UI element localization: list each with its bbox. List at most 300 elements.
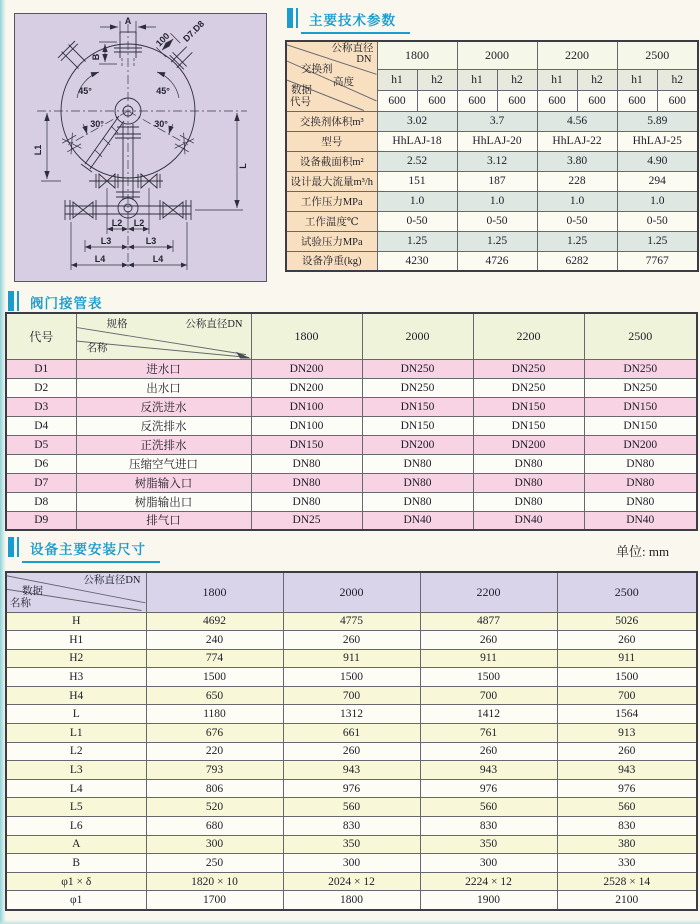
dim-l2-left-label: L2 xyxy=(111,218,123,228)
angle-30-right-label: 30° xyxy=(154,119,168,129)
tech-param-value: 0-50 xyxy=(537,211,617,231)
dims-value: 680 xyxy=(146,817,283,836)
tech-column-header: 2200 xyxy=(537,41,617,69)
angle-45-right-label: 45° xyxy=(156,86,170,96)
valve-header-row xyxy=(6,313,697,359)
section-title-tech-params: 主要技术参数 xyxy=(301,8,410,34)
tech-param-value: 4.90 xyxy=(617,151,698,171)
tech-column-header: 2500 xyxy=(617,41,698,69)
dims-value: 943 xyxy=(420,761,557,780)
tech-column-header: 2000 xyxy=(457,41,537,69)
dims-name: H xyxy=(6,612,146,631)
valve-table-body xyxy=(6,359,697,530)
dims-value: 220 xyxy=(146,742,283,761)
valve-code: D5 xyxy=(6,435,76,454)
dims-value: 330 xyxy=(557,854,697,873)
valve-dn-value: DN40 xyxy=(362,511,473,530)
dims-name: H1 xyxy=(6,631,146,650)
valve-code: D9 xyxy=(6,511,76,530)
tech-param-value: 3.12 xyxy=(457,151,537,171)
valve-row xyxy=(6,359,697,378)
tech-subcolumn-header: h2 xyxy=(497,69,537,90)
section-bar-icon xyxy=(17,537,19,557)
dim-b-label: B xyxy=(91,53,101,61)
dim-100-label: 100 xyxy=(153,30,172,49)
dims-value: 1412 xyxy=(420,705,557,724)
tech-param-value: 3.02 xyxy=(377,111,457,131)
dims-value: 661 xyxy=(283,724,420,743)
tech-subcolumn-header: h2 xyxy=(417,69,457,90)
dims-row xyxy=(6,854,697,873)
valve-dn-value: DN100 xyxy=(251,397,362,416)
valve-name: 正洗排水 xyxy=(76,435,251,454)
valve-name: 排气口 xyxy=(76,511,251,530)
corner-label-height: 高度 xyxy=(333,77,354,88)
dims-value: 1500 xyxy=(420,668,557,687)
tech-param-value: 0-50 xyxy=(457,211,537,231)
section-bar-icon xyxy=(287,8,293,28)
dims-value: 830 xyxy=(283,817,420,836)
dims-name: H4 xyxy=(6,686,146,705)
valve-name: 反洗排水 xyxy=(76,416,251,435)
dims-row xyxy=(6,742,697,761)
dims-row xyxy=(6,631,697,650)
tech-column-header: 1800 xyxy=(377,41,457,69)
corner-label-dn: 公称直径DN xyxy=(83,575,141,586)
corner-label-data: 数据 xyxy=(22,586,43,597)
tech-param-value: 1.25 xyxy=(377,231,457,251)
dims-value: 4775 xyxy=(283,612,420,631)
tech-param-row xyxy=(286,231,698,251)
tech-param-value: 1.0 xyxy=(537,191,617,211)
dims-row xyxy=(6,649,697,668)
valve-dn-value: DN80 xyxy=(584,454,697,473)
tech-param-label: 设备截面积m² xyxy=(286,151,377,171)
dims-row xyxy=(6,705,697,724)
dim-l3-left-label: L3 xyxy=(100,236,112,246)
dims-value: 943 xyxy=(283,761,420,780)
tech-subcolumn-header: h1 xyxy=(537,69,577,90)
tech-param-value: 1.0 xyxy=(457,191,537,211)
dims-name: L3 xyxy=(6,761,146,780)
dims-value: 1564 xyxy=(557,705,697,724)
dims-value: 774 xyxy=(146,649,283,668)
section-bar-icon xyxy=(8,537,14,557)
dims-value: 2024 × 12 xyxy=(283,872,420,891)
tech-height-value: 600 xyxy=(457,90,497,111)
valve-dn-value: DN150 xyxy=(473,416,584,435)
tech-param-value: 2.52 xyxy=(377,151,457,171)
corner-label-spec: 规格 xyxy=(106,319,128,330)
dims-name: H3 xyxy=(6,668,146,687)
tech-param-value: 1.25 xyxy=(457,231,537,251)
tech-param-row xyxy=(286,251,698,271)
corner-label-name: 名称 xyxy=(86,343,108,354)
dims-value: 300 xyxy=(146,835,283,854)
tech-param-row xyxy=(286,191,698,211)
dims-name: L6 xyxy=(6,817,146,836)
tech-height-value: 600 xyxy=(617,90,657,111)
dim-l3-right-label: L3 xyxy=(145,236,157,246)
dims-value: 676 xyxy=(146,724,283,743)
tech-height-value: 600 xyxy=(657,90,698,111)
section-header-install-dims xyxy=(8,537,160,563)
dims-column-header: 2000 xyxy=(283,572,420,612)
corner-label-code: 代号 xyxy=(290,97,311,108)
page-edge-bottom xyxy=(0,920,700,924)
dims-column-header: 2500 xyxy=(557,572,697,612)
valve-column-header: 2500 xyxy=(584,313,697,359)
corner-label-exchanger: 交换剂 xyxy=(301,64,333,75)
dims-row xyxy=(6,761,697,780)
valve-row xyxy=(6,492,697,511)
dims-value: 1500 xyxy=(283,668,420,687)
valve-code: D8 xyxy=(6,492,76,511)
lower-left-stub-icon xyxy=(60,132,83,156)
section-bar-icon xyxy=(17,291,19,311)
valve-code: D7 xyxy=(6,473,76,492)
tech-corner-cell xyxy=(286,41,377,111)
tech-param-label: 设备净重(kg) xyxy=(286,251,377,271)
dims-value: 260 xyxy=(420,631,557,650)
dims-value: 830 xyxy=(420,817,557,836)
tech-param-value: 151 xyxy=(377,171,457,191)
corner-label-data: 数据 xyxy=(291,85,312,96)
dims-value: 2224 × 12 xyxy=(420,872,557,891)
valve-row xyxy=(6,454,697,473)
valve-dn-value: DN80 xyxy=(251,492,362,511)
tech-param-value: HhLAJ-20 xyxy=(457,131,537,151)
dims-value: 911 xyxy=(557,649,697,668)
tech-param-value: 4.56 xyxy=(537,111,617,131)
valve-dn-value: DN80 xyxy=(251,454,362,473)
angle-30-right-arc xyxy=(169,124,173,134)
valve-code: D1 xyxy=(6,359,76,378)
dims-row xyxy=(6,835,697,854)
dims-value: 560 xyxy=(420,798,557,817)
valve-name: 压缩空气进口 xyxy=(76,454,251,473)
dims-value: 830 xyxy=(557,817,697,836)
dims-header-row xyxy=(6,572,697,612)
dims-value: 560 xyxy=(557,798,697,817)
dims-row xyxy=(6,668,697,687)
tech-params-table xyxy=(285,40,699,272)
valve-dn-value: DN250 xyxy=(584,378,697,397)
valve-dn-value: DN100 xyxy=(251,416,362,435)
valve-row xyxy=(6,378,697,397)
dims-table-body xyxy=(6,612,697,910)
valve-column-header: 2000 xyxy=(362,313,473,359)
tech-param-label: 交换剂体积m³ xyxy=(286,111,377,131)
valve-dn-value: DN80 xyxy=(584,473,697,492)
dims-name: φ1 × δ xyxy=(6,872,146,891)
dims-row xyxy=(6,724,697,743)
dim-l-label: L xyxy=(238,163,248,169)
upper-left-nozzle-icon xyxy=(57,40,91,74)
dims-value: 5026 xyxy=(557,612,697,631)
tech-height-value: 600 xyxy=(417,90,457,111)
valve-pipe-table xyxy=(5,312,698,531)
valve-name: 反洗进水 xyxy=(76,397,251,416)
tech-param-row xyxy=(286,151,698,171)
valve-code: D6 xyxy=(6,454,76,473)
dims-value: 240 xyxy=(146,631,283,650)
dims-value: 1312 xyxy=(283,705,420,724)
valve-dn-value: DN40 xyxy=(473,511,584,530)
dims-value: 976 xyxy=(283,779,420,798)
tech-subcolumn-header: h2 xyxy=(577,69,617,90)
dims-name: φ1 xyxy=(6,891,146,910)
dims-value: 943 xyxy=(557,761,697,780)
tech-param-value: HhLAJ-22 xyxy=(537,131,617,151)
tech-param-value: 4726 xyxy=(457,251,537,271)
tech-param-label: 型号 xyxy=(286,131,377,151)
valve-dn-value: DN80 xyxy=(584,492,697,511)
valve-row xyxy=(6,397,697,416)
section-title-valve-table: 阀门接管表 xyxy=(22,291,117,317)
tech-param-value: 3.7 xyxy=(457,111,537,131)
valve-dn-value: DN80 xyxy=(362,473,473,492)
dims-name: L xyxy=(6,705,146,724)
dims-name: L5 xyxy=(6,798,146,817)
tech-param-row xyxy=(286,211,698,231)
valve-dn-value: DN250 xyxy=(473,378,584,397)
valve-row xyxy=(6,511,697,530)
tech-param-value: 3.80 xyxy=(537,151,617,171)
unit-label: 单位: mm xyxy=(616,544,670,559)
tech-table-body xyxy=(286,111,698,271)
dims-value: 260 xyxy=(557,631,697,650)
valve-column-header: 2200 xyxy=(473,313,584,359)
valve-dn-value: DN80 xyxy=(473,473,584,492)
valve-dn-value: DN200 xyxy=(584,435,697,454)
valve-dn-value: DN80 xyxy=(362,492,473,511)
dims-value: 700 xyxy=(557,686,697,705)
angle-45-left-label: 45° xyxy=(78,86,92,96)
tech-param-row xyxy=(286,131,698,151)
tech-height-value: 600 xyxy=(537,90,577,111)
dims-value: 350 xyxy=(283,835,420,854)
tech-param-value: 7767 xyxy=(617,251,698,271)
tech-param-value: 1.0 xyxy=(617,191,698,211)
equipment-dimension-drawing xyxy=(14,13,267,282)
dims-name: A xyxy=(6,835,146,854)
dims-value: 976 xyxy=(557,779,697,798)
dims-value: 1700 xyxy=(146,891,283,910)
valve-corner-cell xyxy=(76,313,251,359)
dims-name: L2 xyxy=(6,742,146,761)
dims-value: 806 xyxy=(146,779,283,798)
tech-param-label: 试验压力MPa xyxy=(286,231,377,251)
valve-dn-value: DN200 xyxy=(362,435,473,454)
tech-param-value: 0-50 xyxy=(377,211,457,231)
dims-value: 260 xyxy=(283,742,420,761)
valve-dn-value: DN80 xyxy=(362,454,473,473)
valve-dn-value: DN150 xyxy=(584,397,697,416)
tech-param-value: 4230 xyxy=(377,251,457,271)
valve-dn-value: DN80 xyxy=(251,473,362,492)
valve-dn-value: DN250 xyxy=(362,378,473,397)
tech-param-value: 187 xyxy=(457,171,537,191)
dims-value: 913 xyxy=(557,724,697,743)
tech-height-value: 600 xyxy=(577,90,617,111)
dims-row xyxy=(6,686,697,705)
valve-code: D3 xyxy=(6,397,76,416)
dims-value: 1900 xyxy=(420,891,557,910)
dims-corner-cell xyxy=(6,572,146,612)
valve-dn-value: DN150 xyxy=(362,397,473,416)
dims-value: 4692 xyxy=(146,612,283,631)
valve-dn-value: DN250 xyxy=(584,359,697,378)
dims-value: 700 xyxy=(420,686,557,705)
dims-row xyxy=(6,817,697,836)
valve-dn-value: DN200 xyxy=(251,378,362,397)
valve-code: D4 xyxy=(6,416,76,435)
dims-name: L1 xyxy=(6,724,146,743)
valve-dn-value: DN150 xyxy=(584,416,697,435)
angle-30-left-label: 30° xyxy=(90,119,104,129)
valve-column-header: 1800 xyxy=(251,313,362,359)
dims-row xyxy=(6,612,697,631)
valve-dn-value: DN200 xyxy=(251,359,362,378)
vessel-drawing-icon xyxy=(15,14,264,279)
dims-row xyxy=(6,798,697,817)
valve-dn-value: DN80 xyxy=(473,454,584,473)
tech-subcolumn-header: h1 xyxy=(377,69,417,90)
corner-label-name: 名称 xyxy=(10,598,31,609)
valve-dn-value: DN25 xyxy=(251,511,362,530)
upper-right-nozzle-icon xyxy=(152,14,217,72)
dims-value: 4877 xyxy=(420,612,557,631)
valve-dn-value: DN80 xyxy=(473,492,584,511)
tech-param-value: 1.25 xyxy=(617,231,698,251)
tech-height-value: 600 xyxy=(377,90,417,111)
tech-subcolumn-header: h1 xyxy=(457,69,497,90)
dims-value: 260 xyxy=(420,742,557,761)
valve-name: 树脂输入口 xyxy=(76,473,251,492)
tech-param-value: 1.25 xyxy=(537,231,617,251)
dims-value: 2100 xyxy=(557,891,697,910)
section-title-install-dims: 设备主要安装尺寸 xyxy=(22,537,160,563)
tech-param-value: HhLAJ-25 xyxy=(617,131,698,151)
valve-name: 进水口 xyxy=(76,359,251,378)
valve-dn-value: DN200 xyxy=(473,435,584,454)
dim-l1-label: L1 xyxy=(33,144,43,156)
dims-value: 650 xyxy=(146,686,283,705)
valve-code: D2 xyxy=(6,378,76,397)
tech-param-label: 设计最大流量m³/h xyxy=(286,171,377,191)
dim-l1 xyxy=(33,113,61,181)
dims-value: 300 xyxy=(283,854,420,873)
valve-row xyxy=(6,473,697,492)
dim-l2-right-label: L2 xyxy=(133,218,145,228)
dims-value: 1800 xyxy=(283,891,420,910)
tech-header-row xyxy=(286,41,698,69)
dims-value: 1180 xyxy=(146,705,283,724)
valve-dn-value: DN150 xyxy=(251,435,362,454)
tech-param-label: 工作压力MPa xyxy=(286,191,377,211)
valve-name: 出水口 xyxy=(76,378,251,397)
tech-param-value: 294 xyxy=(617,171,698,191)
corner-label-dn: 公称直径DN xyxy=(185,319,243,330)
dims-row xyxy=(6,779,697,798)
valve-row xyxy=(6,416,697,435)
dims-name: B xyxy=(6,854,146,873)
install-dims-table xyxy=(5,571,698,911)
dims-value: 260 xyxy=(557,742,697,761)
dims-value: 380 xyxy=(557,835,697,854)
section-bar-icon xyxy=(8,291,14,311)
tech-param-value: 5.89 xyxy=(617,111,698,131)
corner-label-dn: DN xyxy=(356,54,372,65)
dims-value: 300 xyxy=(420,854,557,873)
tech-param-value: 228 xyxy=(537,171,617,191)
section-header-tech-params xyxy=(287,8,410,34)
dims-value: 2528 × 14 xyxy=(557,872,697,891)
dims-value: 911 xyxy=(283,649,420,668)
nozzle-d7d8-label: D7.D8 xyxy=(181,18,207,44)
corner-label-diameter: 公称直径 xyxy=(331,43,374,54)
tech-subcolumn-header: h2 xyxy=(657,69,698,90)
dim-l3-chain xyxy=(85,236,173,252)
tech-param-label: 工作温度℃ xyxy=(286,211,377,231)
dims-value: 1820 × 10 xyxy=(146,872,283,891)
dims-name: H2 xyxy=(6,649,146,668)
tech-param-row xyxy=(286,111,698,131)
dims-value: 260 xyxy=(283,631,420,650)
dims-value: 793 xyxy=(146,761,283,780)
dims-value: 911 xyxy=(420,649,557,668)
mid-valve-line-icon xyxy=(89,174,163,188)
tech-param-row xyxy=(286,171,698,191)
dims-value: 976 xyxy=(420,779,557,798)
angle-30-left-arc xyxy=(83,124,87,134)
lower-right-stub-icon xyxy=(173,132,196,156)
valve-dn-value: DN150 xyxy=(362,416,473,435)
tech-param-value: 1.0 xyxy=(377,191,457,211)
dims-value: 1500 xyxy=(146,668,283,687)
valve-name: 树脂输出口 xyxy=(76,492,251,511)
valve-dn-value: DN40 xyxy=(584,511,697,530)
dims-value: 560 xyxy=(283,798,420,817)
dim-l xyxy=(195,113,248,210)
dims-value: 700 xyxy=(283,686,420,705)
section-bar-icon xyxy=(296,8,298,28)
dims-value: 520 xyxy=(146,798,283,817)
tech-param-value: 0-50 xyxy=(617,211,698,231)
valve-row xyxy=(6,435,697,454)
tech-subcolumn-header: h1 xyxy=(617,69,657,90)
dims-value: 250 xyxy=(146,854,283,873)
dims-column-header: 1800 xyxy=(146,572,283,612)
dims-row xyxy=(6,891,697,910)
tech-param-value: 6282 xyxy=(537,251,617,271)
dims-value: 1500 xyxy=(557,668,697,687)
dims-value: 350 xyxy=(420,835,557,854)
dims-value: 761 xyxy=(420,724,557,743)
dim-a-label: A xyxy=(124,16,132,26)
valve-dn-value: DN250 xyxy=(473,359,584,378)
dim-l4-right-label: L4 xyxy=(152,254,164,264)
tech-height-value: 600 xyxy=(497,90,537,111)
dims-name: L4 xyxy=(6,779,146,798)
tech-param-value: HhLAJ-18 xyxy=(377,131,457,151)
dims-column-header: 2200 xyxy=(420,572,557,612)
valve-code-header-cell: 代号 xyxy=(6,313,76,359)
valve-dn-value: DN150 xyxy=(473,397,584,416)
dim-l4-left-label: L4 xyxy=(94,254,106,264)
dims-row xyxy=(6,872,697,891)
